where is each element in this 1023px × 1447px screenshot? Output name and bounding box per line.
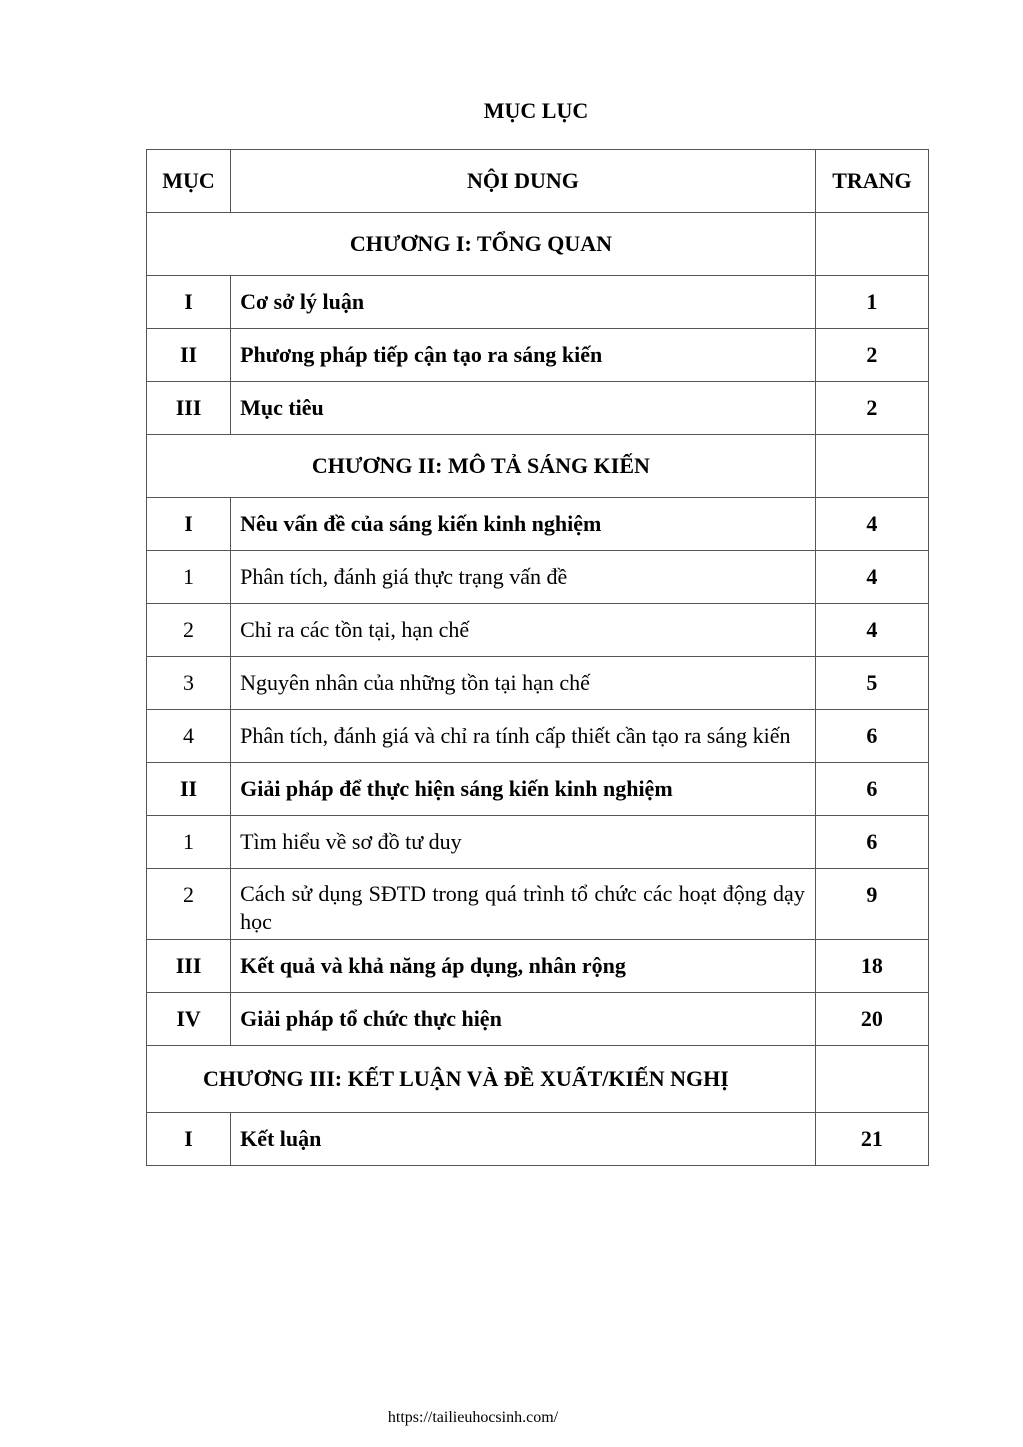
row-content: Giải pháp để thực hiện sáng kiến kinh nghiệm xyxy=(231,763,816,816)
row-muc: II xyxy=(147,763,231,816)
table-row xyxy=(147,940,929,993)
chapter-page-cell xyxy=(815,1046,928,1113)
header-noi-dung: NỘI DUNG xyxy=(231,150,816,213)
row-muc: I xyxy=(147,276,231,329)
table-row xyxy=(147,710,929,763)
table-row xyxy=(147,763,929,816)
row-content: Tìm hiểu về sơ đồ tư duy xyxy=(231,816,816,869)
row-page: 21 xyxy=(815,1113,928,1166)
row-muc: II xyxy=(147,329,231,382)
row-muc: III xyxy=(147,382,231,435)
row-content: Kết quả và khả năng áp dụng, nhân rộng xyxy=(231,940,816,993)
row-muc: III xyxy=(147,940,231,993)
row-muc: 2 xyxy=(147,869,231,940)
chapter-page-cell xyxy=(815,213,928,276)
row-page: 1 xyxy=(815,276,928,329)
row-content: Chỉ ra các tồn tại, hạn chế xyxy=(231,604,816,657)
row-muc: 1 xyxy=(147,551,231,604)
table-row xyxy=(147,329,929,382)
chapter-label: CHƯƠNG II: MÔ TẢ SÁNG KIẾN xyxy=(147,435,816,498)
footer-url: https://tailieuhocsinh.com/ xyxy=(387,1409,559,1426)
chapter-row xyxy=(147,435,929,498)
table-of-contents xyxy=(146,149,929,1166)
row-muc: 3 xyxy=(147,657,231,710)
table-row xyxy=(147,382,929,435)
row-content: Kết luận xyxy=(231,1113,816,1166)
row-muc: 1 xyxy=(147,816,231,869)
table-row xyxy=(147,816,929,869)
table-row xyxy=(147,604,929,657)
table-row xyxy=(147,993,929,1046)
row-content: Nêu vấn đề của sáng kiến kinh nghiệm xyxy=(231,498,816,551)
row-content: Nguyên nhân của những tồn tại hạn chế xyxy=(231,657,816,710)
table-row xyxy=(147,498,929,551)
table-row xyxy=(147,551,929,604)
row-page: 9 xyxy=(815,869,928,940)
row-page: 2 xyxy=(815,382,928,435)
row-page: 4 xyxy=(815,498,928,551)
row-content: Giải pháp tổ chức thực hiện xyxy=(231,993,816,1046)
row-muc: I xyxy=(147,498,231,551)
row-muc: I xyxy=(147,1113,231,1166)
chapter-row xyxy=(147,213,929,276)
row-content: Phân tích, đánh giá và chỉ ra tính cấp thiết cần tạo ra sáng kiến xyxy=(231,710,816,763)
header-trang: TRANG xyxy=(815,150,928,213)
table-row xyxy=(147,1113,929,1166)
chapter-label: CHƯƠNG I: TỔNG QUAN xyxy=(147,213,816,276)
row-muc: 4 xyxy=(147,710,231,763)
table-header-row xyxy=(147,150,929,213)
row-content: Mục tiêu xyxy=(231,382,816,435)
table-row xyxy=(147,657,929,710)
row-page: 5 xyxy=(815,657,928,710)
page-title: MỤC LỤC xyxy=(483,98,589,123)
row-page: 4 xyxy=(815,604,928,657)
chapter-label: CHƯƠNG III: KẾT LUẬN VÀ ĐỀ XUẤT/KIẾN NGHỊ xyxy=(147,1046,816,1113)
row-page: 6 xyxy=(815,763,928,816)
row-muc: IV xyxy=(147,993,231,1046)
row-content: Phương pháp tiếp cận tạo ra sáng kiến xyxy=(231,329,816,382)
row-page: 6 xyxy=(815,710,928,763)
row-page: 6 xyxy=(815,816,928,869)
chapter-row xyxy=(147,1046,929,1113)
row-content: Cách sử dụng SĐTD trong quá trình tổ chức các hoạt động dạy học xyxy=(231,869,816,940)
chapter-page-cell xyxy=(815,435,928,498)
table-row xyxy=(147,869,929,940)
row-page: 2 xyxy=(815,329,928,382)
row-content: Phân tích, đánh giá thực trạng vấn đề xyxy=(231,551,816,604)
row-content: Cơ sở lý luận xyxy=(231,276,816,329)
row-muc: 2 xyxy=(147,604,231,657)
row-page: 20 xyxy=(815,993,928,1046)
header-muc: MỤC xyxy=(147,150,231,213)
table-row xyxy=(147,276,929,329)
row-page: 18 xyxy=(815,940,928,993)
row-page: 4 xyxy=(815,551,928,604)
